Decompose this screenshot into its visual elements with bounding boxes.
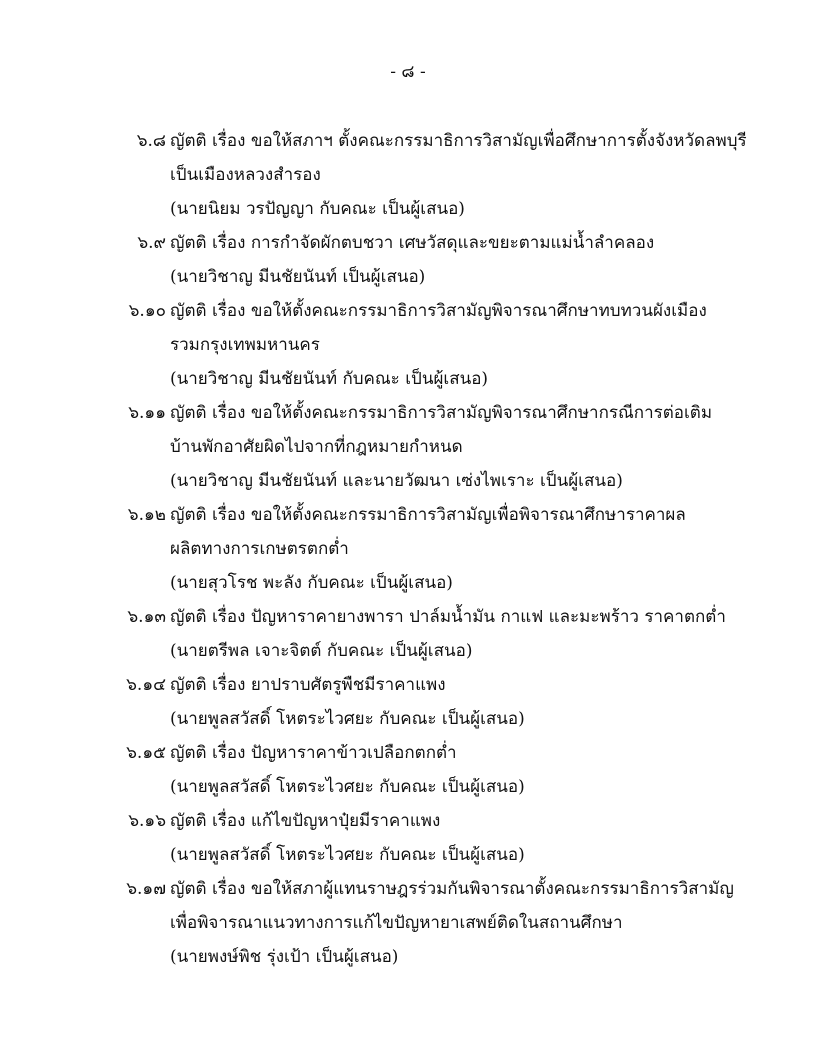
motion-item-6-15 — [0, 736, 816, 804]
motion-number: ๖.๑๐ — [128, 301, 166, 321]
motion-proposer: (นายวิชาญ มีนชัยนันท์ เป็นผู้เสนอ) — [170, 267, 426, 287]
motion-title-line: ญัตติ เรื่อง ยาปราบศัตรูพืชมีราคาแพง — [170, 675, 446, 695]
page-number: - ๘ - — [390, 62, 426, 82]
motion-number: ๖.๑๒ — [127, 505, 166, 525]
motion-title-line: ญัตติ เรื่อง ปัญหาราคาข้าวเปลือกตกต่ำ — [170, 743, 457, 763]
motion-item-6-8 — [0, 124, 816, 226]
motion-proposer: (นายนิยม วรปัญญา กับคณะ เป็นผู้เสนอ) — [170, 199, 465, 219]
motion-proposer: (นายพงษ์พิช รุ่งเป้า เป็นผู้เสนอ) — [170, 947, 399, 967]
motion-item-6-16 — [0, 804, 816, 872]
motion-proposer: (นายวิชาญ มีนชัยนันท์ กับคณะ เป็นผู้เสนอ) — [170, 369, 489, 389]
motion-title-line: เพื่อพิจารณาแนวทางการแก้ไขปัญหายาเสพย์ติดในสถานศึกษา — [170, 913, 623, 933]
motion-proposer: (นายสุวโรช พะลัง กับคณะ เป็นผู้เสนอ) — [170, 573, 453, 593]
motion-number: ๖.๑๕ — [126, 743, 166, 763]
motion-item-6-12 — [0, 498, 816, 600]
motion-item-6-17 — [0, 872, 816, 974]
motion-title-line: เป็นเมืองหลวงสำรอง — [170, 165, 321, 185]
motion-number: ๖.๙ — [137, 233, 166, 253]
motion-title-line: ญัตติ เรื่อง ขอให้ตั้งคณะกรรมาธิการวิสามัญพิจารณาศึกษาทบทวนผังเมือง — [170, 301, 707, 321]
motion-title-line: ญัตติ เรื่อง ปัญหาราคายางพารา ปาล์มน้ำมัน กาแฟ และมะพร้าว ราคาตกต่ำ — [170, 607, 726, 627]
motion-item-6-11 — [0, 396, 816, 498]
motion-title-line: ญัตติ เรื่อง ขอให้สภาผู้แทนราษฎรร่วมกันพิจารณาตั้งคณะกรรมาธิการวิสามัญ — [170, 879, 734, 899]
motion-title-line: รวมกรุงเทพมหานคร — [170, 335, 320, 355]
motion-number: ๖.๑๑ — [128, 403, 166, 423]
motion-list — [0, 124, 816, 974]
motion-item-6-9 — [0, 226, 816, 294]
motion-title-line: ญัตติ เรื่อง แก้ไขปัญหาปุ๋ยมีราคาแพง — [170, 811, 441, 831]
motion-number: ๖.๘ — [136, 131, 166, 151]
motion-proposer: (นายพูลสวัสดิ์ โหตระไวศยะ กับคณะ เป็นผู้เสนอ) — [170, 709, 525, 729]
motion-title-line: ญัตติ เรื่อง ขอให้สภาฯ ตั้งคณะกรรมาธิการวิสามัญเพื่อศึกษาการตั้งจังหวัดลพบุรี — [170, 131, 747, 151]
motion-title-line: บ้านพักอาศัยผิดไปจากที่กฎหมายกำหนด — [170, 437, 463, 457]
motion-title-line: ผลิตทางการเกษตรตกต่ำ — [170, 539, 349, 559]
motion-proposer: (นายพูลสวัสดิ์ โหตระไวศยะ กับคณะ เป็นผู้เสนอ) — [170, 845, 525, 865]
motion-number: ๖.๑๓ — [127, 607, 166, 627]
motion-title-line: ญัตติ เรื่อง ขอให้ตั้งคณะกรรมาธิการวิสามัญเพื่อพิจารณาศึกษาราคาผล — [170, 505, 686, 525]
motion-proposer: (นายพูลสวัสดิ์ โหตระไวศยะ กับคณะ เป็นผู้เสนอ) — [170, 777, 525, 797]
motion-item-6-10 — [0, 294, 816, 396]
motion-item-6-14 — [0, 668, 816, 736]
motion-proposer: (นายตรีพล เจาะจิตต์ กับคณะ เป็นผู้เสนอ) — [170, 641, 473, 661]
motion-item-6-13 — [0, 600, 816, 668]
motion-title-line: ญัตติ เรื่อง ขอให้ตั้งคณะกรรมาธิการวิสามัญพิจารณาศึกษากรณีการต่อเติม — [170, 403, 713, 423]
motion-number: ๖.๑๗ — [126, 879, 166, 899]
motion-title-line: ญัตติ เรื่อง การกำจัดผักตบชวา เศษวัสดุและขยะตามแม่น้ำลำคลอง — [170, 233, 655, 253]
motion-number: ๖.๑๖ — [128, 811, 166, 831]
motion-proposer: (นายวิชาญ มีนชัยนันท์ และนายวัฒนา เซ่งไพเราะ เป็นผู้เสนอ) — [170, 471, 623, 491]
motion-number: ๖.๑๔ — [126, 675, 166, 695]
